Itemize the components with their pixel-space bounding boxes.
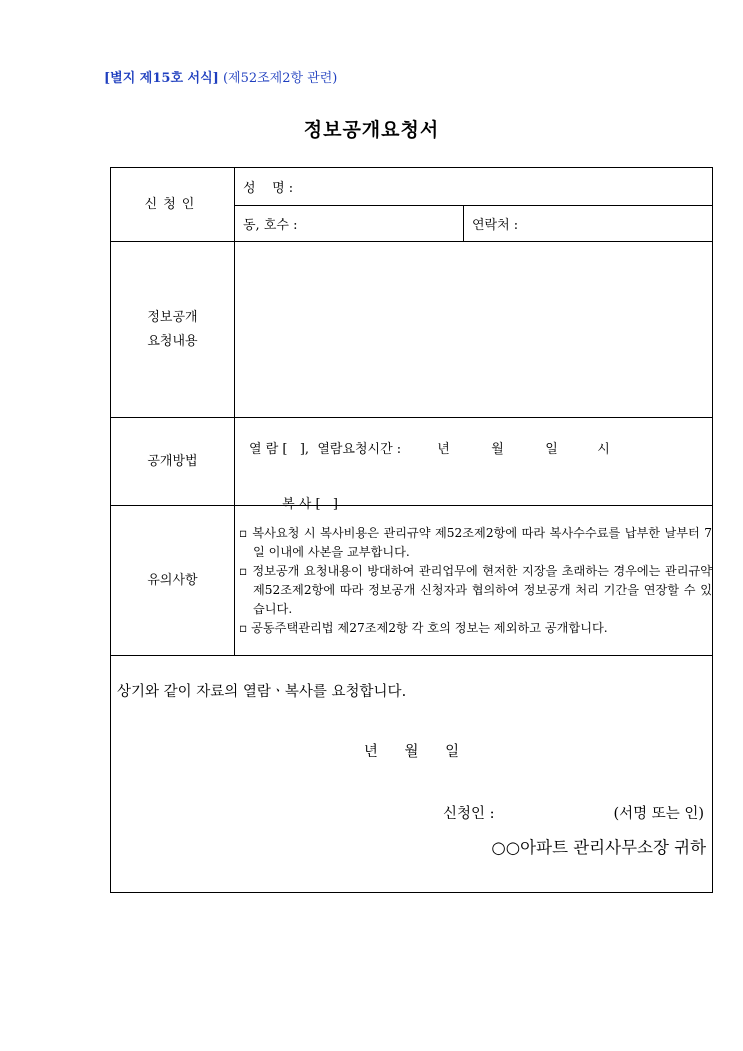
name-field[interactable]: [235, 168, 713, 206]
unit-field[interactable]: [235, 206, 464, 242]
form-reference: (제52조제2항 관련): [222, 71, 338, 86]
request-content-label-line2: 요청내용: [147, 333, 198, 349]
declaration-section: [111, 656, 713, 893]
name-label: 성 명 :: [243, 181, 294, 196]
day-unit: 일: [545, 442, 558, 457]
date-line[interactable]: 년 월 일: [363, 744, 460, 760]
notes-content: [235, 506, 713, 656]
request-form-table: [110, 167, 713, 893]
notes-label: 유의사항: [111, 506, 235, 656]
note-item: ▫ 공동주택관리법 제27조제2항 각 호의 정보는 제외하고 공개합니다.: [239, 620, 608, 635]
view-option[interactable]: 열 람 [ ], 열람요청시간 :: [249, 442, 402, 457]
bullet-icon: ▫: [239, 563, 248, 578]
method-label: 공개방법: [111, 418, 235, 506]
request-statement: 상기와 같이 자료의 열람ㆍ복사를 요청합니다.: [117, 684, 407, 700]
year-unit: 년: [437, 442, 450, 457]
note-item: ▫ 정보공개 요청내용이 방대하여 관리업무에 현저한 지장을 초래하는 경우에는 관리규약 제52조제2항에 따라 정보공개 신청자과 협의하여 정보공개 처리 기간을 연장할 수 있습니다.: [239, 563, 713, 616]
note-item: ▫ 복사요청 시 복사비용은 관리규약 제52조제2항에 따라 복사수수료를 납부한 날부터 7일 이내에 사본을 교부합니다.: [239, 525, 713, 559]
contact-field[interactable]: [464, 206, 713, 242]
request-content-label: [111, 242, 235, 418]
bullet-icon: ▫: [239, 525, 248, 540]
unit-label: 동, 호수 :: [243, 218, 298, 233]
applicant-signature-label: 신청인 :: [443, 806, 495, 822]
bullet-icon: ▫: [239, 620, 248, 635]
method-field: [235, 418, 713, 512]
signature-note: (서명 또는 인): [613, 806, 705, 822]
page-title: 정보공개요청서: [303, 119, 440, 141]
request-content-label-line1: 정보공개: [147, 309, 198, 325]
month-unit: 월: [491, 442, 504, 457]
contact-label: 연락처 :: [472, 218, 519, 233]
recipient: ○○아파트 관리사무소장 귀하: [491, 838, 707, 857]
applicant-label: 신청인: [111, 168, 235, 242]
copy-option[interactable]: 복 사 [ ]: [282, 496, 338, 512]
form-number: [별지 제15호 서식]: [104, 71, 219, 86]
request-content-field[interactable]: [235, 242, 713, 418]
hour-unit: 시: [597, 442, 610, 457]
form-header: [104, 67, 337, 86]
